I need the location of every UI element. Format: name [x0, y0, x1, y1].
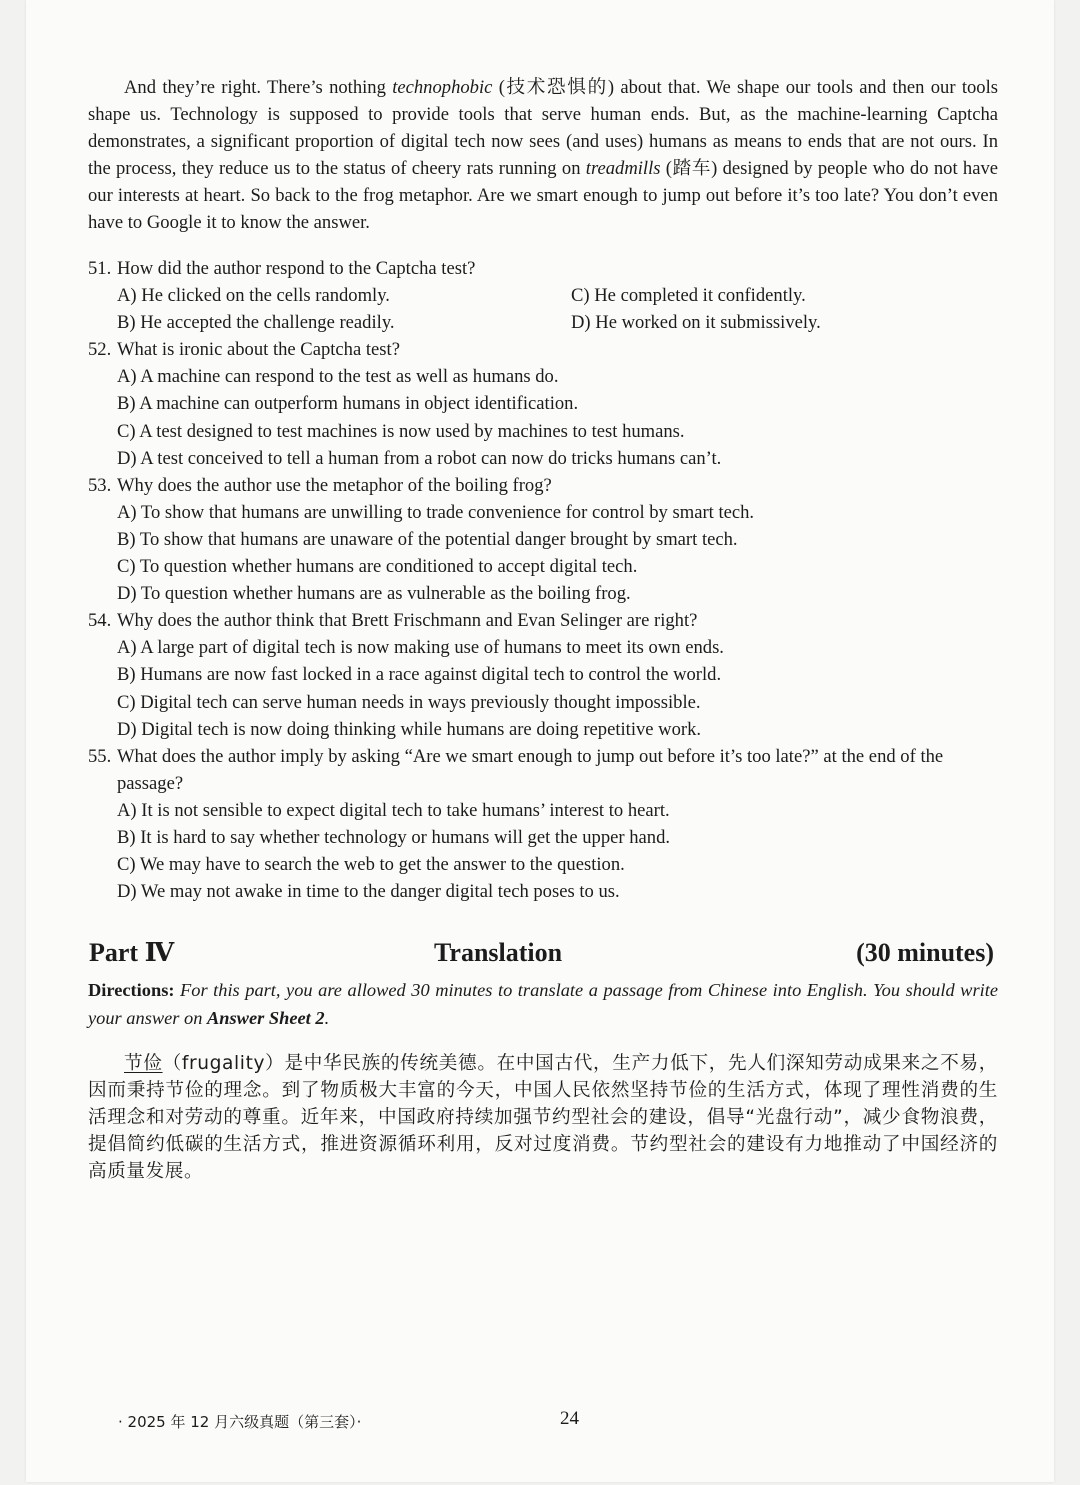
- option-c: C) He completed it confidently.: [571, 285, 806, 307]
- passage-text: (踏车) designed by people who do not have our interests at heart. So back to the frog metaphor. Are we smart enough to jump out before it’s too late? You don’t even have to Google it to know the answer.: [88, 158, 999, 233]
- translation-keyword: 节俭: [124, 1053, 163, 1075]
- option-a: A) A machine can respond to the test as well as humans do.: [117, 366, 559, 388]
- passage-term-treadmills: treadmills: [585, 158, 661, 179]
- option-b: B) To show that humans are unaware of the potential danger brought by smart tech.: [117, 528, 738, 550]
- question-number: 51.: [88, 258, 112, 279]
- question-52: [88, 336, 998, 471]
- question-stem: Why does the author use the metaphor of the boiling frog?: [117, 474, 552, 496]
- translation-passage: [88, 1050, 998, 1185]
- question-number: 53.: [88, 474, 112, 496]
- option-b: B) Humans are now fast locked in a race against digital tech to control the world.: [117, 664, 722, 686]
- question-stem: How did the author respond to the Captcha test?: [117, 258, 476, 279]
- question-54: [88, 607, 998, 742]
- passage-text: (技术恐惧的) about that. We shape our tools and then our tools shape us. Technology is supposed to provide tools that serve human ends. But, as the machine-learning Captcha demonstrates, a significant proportion of digital tech now sees (and uses) humans as means to ends that are not ours. In the process, they reduce us to the status of cheery rats running on: [88, 77, 998, 179]
- question-stem: Why does the author think that Brett Frischmann and Evan Selinger are right?: [117, 610, 698, 632]
- question-stem: What does the author imply by asking “Are we smart enough to jump out before it’s too late?” at the end of the passage?: [117, 745, 944, 794]
- option-c: C) We may have to search the web to get the answer to the question.: [117, 854, 625, 876]
- question-number: 54.: [88, 610, 112, 632]
- page-number: 24: [560, 1408, 579, 1429]
- answer-sheet-ref: Answer Sheet 2: [207, 1008, 325, 1029]
- passage-term-technophobic: technophobic: [392, 77, 493, 98]
- directions-end: .: [324, 1008, 330, 1029]
- option-a: A) He clicked on the cells randomly.: [117, 285, 390, 307]
- question-55: [88, 743, 998, 906]
- footer-source: · 2025 年 12 月六级真题（第三套）·: [118, 1413, 362, 1431]
- option-a: A) To show that humans are unwilling to trade convenience for control by smart tech.: [117, 501, 755, 523]
- option-grid: [88, 282, 998, 336]
- option-d: D) To question whether humans are as vulnerable as the boiling frog.: [117, 583, 631, 605]
- question-list: [88, 255, 998, 905]
- question-number: 52.: [88, 339, 112, 361]
- option-c: C) A test designed to test machines is now used by machines to test humans.: [117, 420, 685, 442]
- reading-passage-paragraph: [88, 74, 998, 236]
- directions-label: Directions:: [88, 980, 175, 1001]
- question-stem: What is ironic about the Captcha test?: [117, 339, 400, 361]
- option-d: D) Digital tech is now doing thinking while humans are doing repetitive work.: [117, 718, 702, 740]
- option-d: D) We may not awake in time to the danger digital tech poses to us.: [117, 881, 620, 903]
- question-53: [88, 472, 998, 607]
- part-title: Translation: [434, 938, 563, 968]
- option-a: A) It is not sensible to expect digital tech to take humans’ interest to heart.: [117, 799, 670, 821]
- option-d: D) A test conceived to tell a human from a robot can now do tricks humans can’t.: [117, 447, 722, 469]
- passage-text: And they’re right. There’s nothing: [124, 77, 393, 98]
- translation-text: （frugality）是中华民族的传统美德。在中国古代，生产力低下，先人们深知劳动成果来之不易，因而秉持节俭的理念。到了物质极大丰富的今天，中国人民依然坚持节俭的生活方式，体现了理性消费的生活理念和对劳动的尊重。近年来，中国政府持续加强节约型社会的建设，倡导“光盘行动”，减少食物浪费，提倡简约低碳的生活方式，推进资源循环利用，反对过度消费。节约型社会的建设有力地推动了中国经济的高质量发展。: [88, 1053, 998, 1183]
- directions-text: For this part, you are allowed 30 minutes to translate a passage from Chinese into English. You should write your answer on: [88, 980, 998, 1029]
- option-b: B) A machine can outperform humans in object identification.: [117, 393, 579, 415]
- option-c: C) To question whether humans are conditioned to accept digital tech.: [117, 556, 638, 578]
- option-c: C) Digital tech can serve human needs in ways previously thought impossible.: [117, 691, 701, 713]
- exam-page: [26, 0, 1054, 1482]
- question-51: [88, 255, 998, 336]
- option-b: B) It is hard to say whether technology or humans will get the upper hand.: [117, 826, 671, 848]
- directions: [88, 976, 998, 1032]
- page-content: [88, 74, 998, 1185]
- part-header: [88, 938, 998, 974]
- option-b: B) He accepted the challenge readily.: [117, 312, 395, 334]
- question-number: 55.: [88, 745, 112, 767]
- option-a: A) A large part of digital tech is now making use of humans to meet its own ends.: [117, 637, 724, 659]
- part-time: (30 minutes): [856, 938, 994, 968]
- part-label: Part Ⅳ: [89, 938, 175, 968]
- option-d: D) He worked on it submissively.: [571, 312, 821, 334]
